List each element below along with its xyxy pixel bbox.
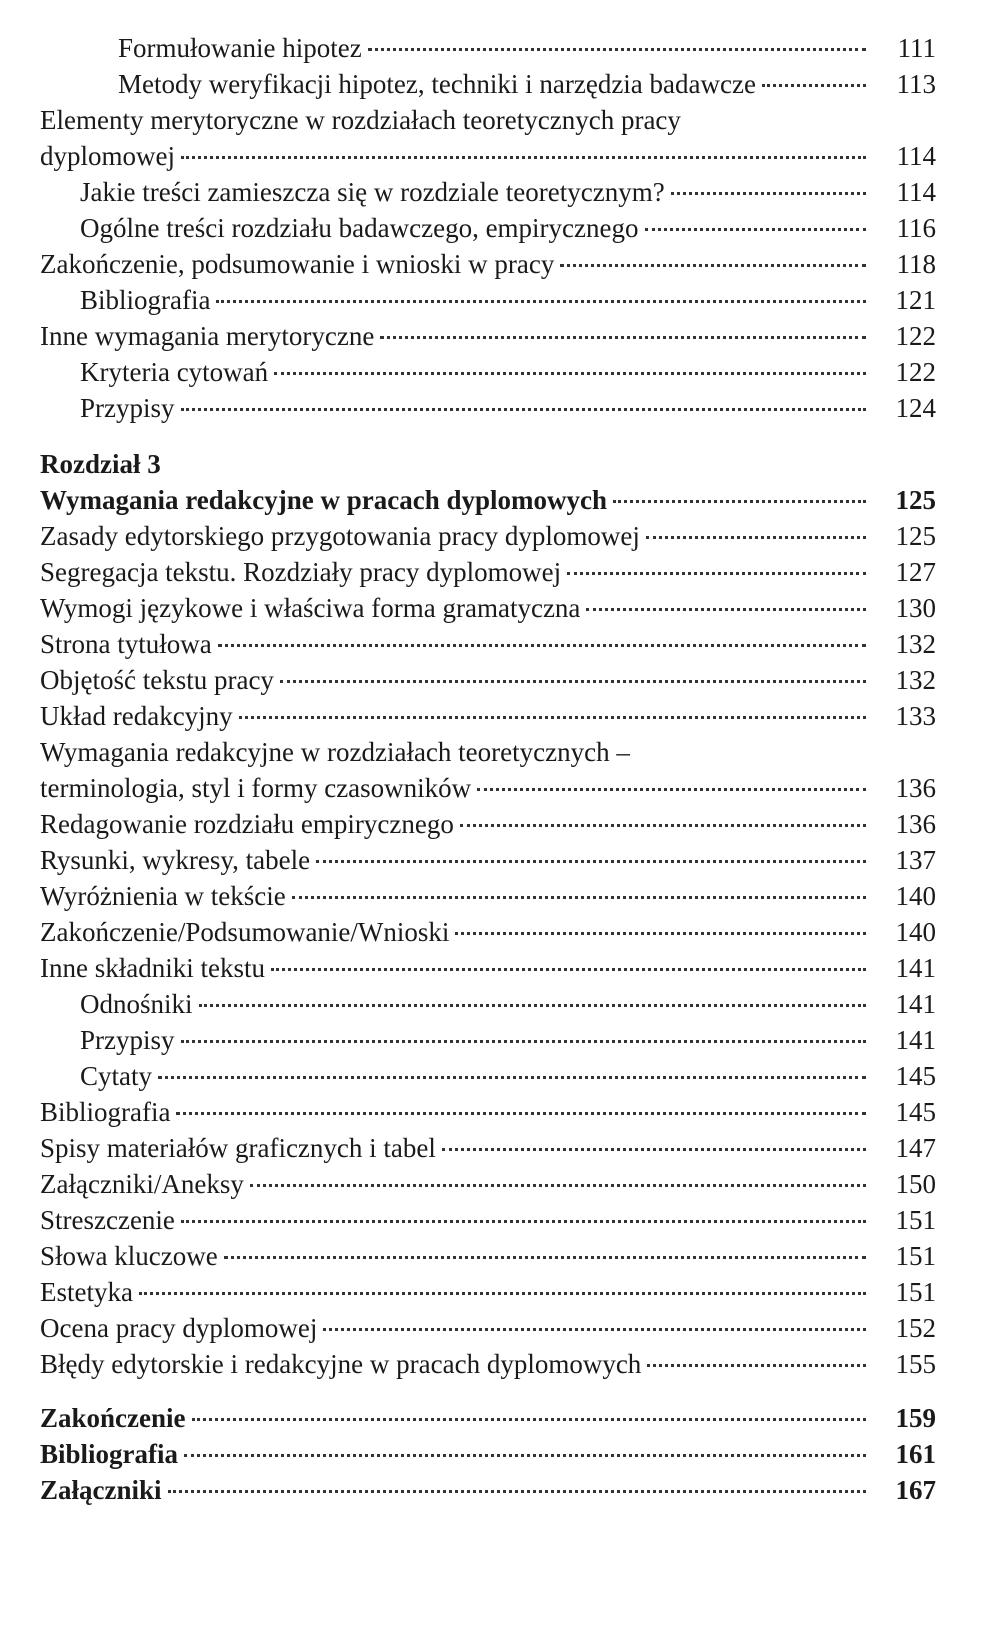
toc-entry-title: Wymagania redakcyjne w rozdziałach teoretycznych – xyxy=(40,737,630,767)
dot-leader xyxy=(586,608,866,611)
dot-leader xyxy=(560,264,866,267)
toc-entry xyxy=(40,1346,936,1382)
toc-entry-page-number: 151 xyxy=(895,1277,936,1307)
toc-entry-page-number: 150 xyxy=(895,1169,936,1199)
toc-entry-page-number: 113 xyxy=(896,69,936,99)
toc-entry-page-number: 145 xyxy=(895,1061,936,1091)
toc-entry-title: Załączniki xyxy=(40,1475,162,1505)
toc-entry-page-number: 145 xyxy=(895,1097,936,1127)
toc-entry-page-number: 136 xyxy=(895,773,936,803)
toc-entry-page-number: 167 xyxy=(895,1475,936,1505)
toc-entry-page-number: 121 xyxy=(895,285,936,315)
toc-entry-title: Elementy merytoryczne w rozdziałach teoretycznych pracy xyxy=(40,105,681,135)
toc-entry-page-number: 122 xyxy=(895,321,936,351)
dot-leader xyxy=(224,1256,866,1259)
toc-entry xyxy=(40,806,936,842)
dot-leader xyxy=(192,1418,867,1421)
toc-entry-title: Bibliografia xyxy=(80,285,211,315)
toc-entry xyxy=(40,1274,936,1310)
dot-leader xyxy=(460,824,866,827)
toc-entry-title: Bibliografia xyxy=(40,1097,171,1127)
toc-entry-title: Rysunki, wykresy, tabele xyxy=(40,845,311,875)
toc-entry-title: Redagowanie rozdziału empirycznego xyxy=(40,809,454,839)
toc-entry-title: Słowa kluczowe xyxy=(40,1241,218,1271)
dot-leader xyxy=(168,1490,866,1493)
toc-entry-title: Wyróżnienia w tekście xyxy=(40,881,286,911)
toc-entry-page-number: 125 xyxy=(895,521,936,551)
toc-entry-title: Strona tytułowa xyxy=(40,629,212,659)
dot-leader xyxy=(280,680,866,683)
toc-entry-title: Ogólne treści rozdziału badawczego, empirycznego xyxy=(80,213,639,243)
dot-leader xyxy=(455,932,866,935)
toc-entry-title: Zakończenie xyxy=(40,1403,186,1433)
toc-entry-page-number: 147 xyxy=(895,1133,936,1163)
dot-leader xyxy=(368,48,866,51)
chapter-heading: Rozdział 3 xyxy=(40,449,161,479)
dot-leader xyxy=(567,572,866,575)
toc-entry xyxy=(118,66,936,102)
toc-entry-title: Jakie treści zamieszcza się w rozdziale teoretycznym? xyxy=(80,177,665,207)
toc-entry-title: Wymogi językowe i właściwa forma gramatyczna xyxy=(40,593,581,623)
dot-leader xyxy=(181,1040,867,1043)
toc-entry-title: Zasady edytorskiego przygotowania pracy dyplomowej xyxy=(40,521,640,551)
toc-entry xyxy=(40,1166,936,1202)
toc-entry-page-number: 124 xyxy=(895,393,936,423)
toc-entry-title: Bibliografia xyxy=(40,1439,179,1469)
dot-leader xyxy=(316,860,866,863)
toc-entry-title: Cytaty xyxy=(80,1061,152,1091)
toc-entry-title: Załączniki/Aneksy xyxy=(40,1169,244,1199)
toc-entry-title: Spisy materiałów graficznych i tabel xyxy=(40,1133,436,1163)
toc-entry-title: Układ redakcyjny xyxy=(40,701,233,731)
toc-entry-page-number: 127 xyxy=(895,557,936,587)
dot-leader xyxy=(613,500,866,503)
toc-entry xyxy=(40,482,936,518)
toc-entry xyxy=(40,1202,936,1238)
toc-entry xyxy=(40,1436,936,1472)
dot-leader xyxy=(380,336,866,339)
dot-leader xyxy=(181,408,867,411)
toc-entry xyxy=(40,878,936,914)
dot-leader xyxy=(139,1292,866,1295)
toc-entry-page-number: 140 xyxy=(895,881,936,911)
dot-leader xyxy=(646,536,866,539)
toc-entry-title: Zakończenie, podsumowanie i wnioski w pracy xyxy=(40,249,555,279)
dot-leader xyxy=(292,896,866,899)
toc-entry-title: Błędy edytorskie i redakcyjne w pracach dyplomowych xyxy=(40,1349,642,1379)
toc-entry-page-number: 151 xyxy=(895,1241,936,1271)
toc-entry-page-number: 136 xyxy=(895,809,936,839)
dot-leader xyxy=(158,1076,866,1079)
toc-entry-page-number: 141 xyxy=(895,1025,936,1055)
toc-entry-page-number: 133 xyxy=(895,701,936,731)
toc-entry xyxy=(80,1022,936,1058)
dot-leader xyxy=(323,1328,866,1331)
dot-leader xyxy=(176,1112,866,1115)
toc-entry xyxy=(40,626,936,662)
toc-entry xyxy=(40,698,936,734)
toc-entry-page-number: 130 xyxy=(895,593,936,623)
dot-leader xyxy=(442,1148,866,1151)
toc-entry xyxy=(40,914,936,950)
toc-entry-title: Formułowanie hipotez xyxy=(118,33,362,63)
dot-leader xyxy=(647,1364,866,1367)
toc-entry-page-number: 132 xyxy=(895,665,936,695)
toc-entry xyxy=(40,1472,936,1508)
toc-entry-title: Inne wymagania merytoryczne xyxy=(40,321,375,351)
toc-entry-page-number: 141 xyxy=(895,989,936,1019)
toc-entry-title: Segregacja tekstu. Rozdziały pracy dyplomowej xyxy=(40,557,562,587)
toc-entry-page-number: 159 xyxy=(895,1403,936,1433)
dot-leader xyxy=(762,84,866,87)
toc-entry-title: Metody weryfikacji hipotez, techniki i narzędzia badawcze xyxy=(118,69,756,99)
toc-entry xyxy=(40,102,936,174)
toc-entry-title: Wymagania redakcyjne w pracach dyplomowych xyxy=(40,485,607,515)
toc-entry-title: Kryteria cytowań xyxy=(80,357,269,387)
toc-entry xyxy=(40,246,936,282)
toc-entry xyxy=(40,554,936,590)
toc-entry xyxy=(40,1130,936,1166)
toc-entry xyxy=(80,282,936,318)
toc-entry xyxy=(40,1310,936,1346)
toc-entry-page-number: 155 xyxy=(895,1349,936,1379)
toc-entry xyxy=(118,30,936,66)
toc-entry xyxy=(40,950,936,986)
toc-entry xyxy=(80,986,936,1022)
toc-entry-page-number: 125 xyxy=(895,485,936,515)
toc-entry xyxy=(80,390,936,426)
toc-entry-page-number: 118 xyxy=(896,249,936,279)
toc-entry-page-number: 161 xyxy=(895,1439,936,1469)
toc-entry xyxy=(40,1238,936,1274)
toc-entry xyxy=(80,210,936,246)
toc-entry-title: Przypisy xyxy=(80,1025,175,1055)
toc-entry xyxy=(40,518,936,554)
dot-leader xyxy=(250,1184,866,1187)
dot-leader xyxy=(271,968,866,971)
toc-entry xyxy=(40,318,936,354)
toc-entry-page-number: 140 xyxy=(895,917,936,947)
dot-leader xyxy=(274,372,866,375)
toc-entry xyxy=(40,1400,936,1436)
toc-entry-title-continued: dyplomowej xyxy=(40,141,175,171)
toc-entry xyxy=(40,590,936,626)
dot-leader xyxy=(181,1220,866,1223)
dot-leader xyxy=(184,1454,866,1457)
dot-leader xyxy=(199,1004,866,1007)
dot-leader xyxy=(477,788,866,791)
dot-leader xyxy=(239,716,866,719)
dot-leader xyxy=(216,300,866,303)
toc-entry-title: Ocena pracy dyplomowej xyxy=(40,1313,318,1343)
dot-leader xyxy=(671,192,866,195)
toc-entry-title: Inne składniki tekstu xyxy=(40,953,265,983)
toc-entry-title: Przypisy xyxy=(80,393,175,423)
toc-entry-page-number: 114 xyxy=(896,177,936,207)
dot-leader xyxy=(181,156,866,159)
toc-entry-page-number: 152 xyxy=(895,1313,936,1343)
dot-leader xyxy=(645,228,867,231)
toc-entry-title: Streszczenie xyxy=(40,1205,175,1235)
toc-entry xyxy=(40,842,936,878)
toc-entry xyxy=(80,1058,936,1094)
toc-entry-page-number: 114 xyxy=(896,141,936,171)
toc-entry xyxy=(40,734,936,806)
toc-entry-page-number: 151 xyxy=(895,1205,936,1235)
toc-entry-title: Zakończenie/Podsumowanie/Wnioski xyxy=(40,917,450,947)
toc-entry-title: Estetyka xyxy=(40,1277,133,1307)
toc-entry xyxy=(80,354,936,390)
toc-entry-title: Odnośniki xyxy=(80,989,193,1019)
toc-entry xyxy=(40,662,936,698)
toc-entry xyxy=(80,174,936,210)
dot-leader xyxy=(218,644,866,647)
toc-entry-page-number: 111 xyxy=(897,33,936,63)
toc-entry xyxy=(40,1094,936,1130)
toc-entry-title: Objętość tekstu pracy xyxy=(40,665,274,695)
toc-entry-page-number: 122 xyxy=(895,357,936,387)
toc-entry-page-number: 141 xyxy=(895,953,936,983)
toc-entry-page-number: 132 xyxy=(895,629,936,659)
toc-entry-title-continued: terminologia, styl i formy czasowników xyxy=(40,773,472,803)
toc-entry-page-number: 116 xyxy=(896,213,936,243)
toc-entry-page-number: 137 xyxy=(895,845,936,875)
